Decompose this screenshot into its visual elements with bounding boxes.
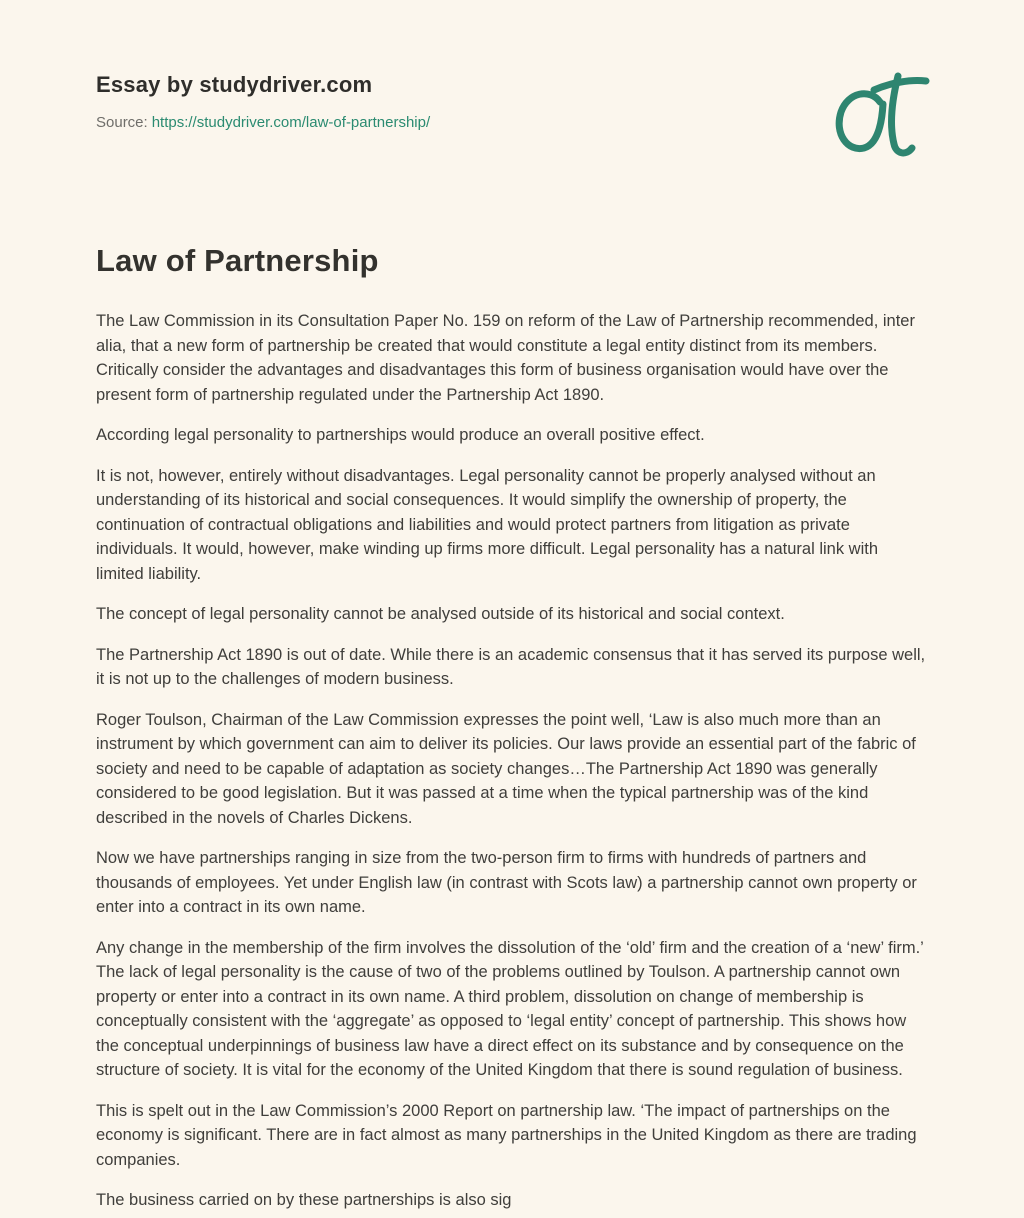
studydriver-logo-icon — [828, 70, 932, 164]
paragraph: The business carried on by these partnerships is also sig — [96, 1191, 512, 1209]
source-line — [96, 114, 928, 131]
paragraph: This is spelt out in the Law Commission’s 2000 Report on partnership law. ‘The impact of partnerships on the economy is significant. There are in fact almost as many partnerships in the United Kingdom as there are trading companies. — [96, 1101, 917, 1169]
paragraph: According legal personality to partnerships would produce an overall positive effect. — [96, 426, 705, 444]
article-body — [96, 309, 928, 1213]
byline: Essay by studydriver.com — [96, 72, 373, 97]
paragraph: The Partnership Act 1890 is out of date. While there is an academic consensus that it has served its purpose well, it is not up to the challenges of modern business. — [96, 645, 926, 688]
source-link[interactable]: https://studydriver.com/law-of-partnership/ — [151, 114, 431, 131]
paragraph: Any change in the membership of the firm involves the dissolution of the ‘old’ firm and the creation of a ‘new’ firm.’ The lack of legal personality is the cause of two of the problems outlined by Toulson. A partnership cannot own property or enter into a contract in its own name. A third problem, dissolution on change of membership is conceptually consistent with the ‘aggregate’ as opposed to ‘legal entity’ concept of partnership. This shows how the conceptual underpinnings of business law have a direct effect on its substance and by consequence on the structure of society. It is vital for the economy of the United Kingdom that there is sound regulation of business. — [96, 938, 924, 1079]
paragraph: It is not, however, entirely without disadvantages. Legal personality cannot be properly analysed without an understanding of its historical and social consequences. It would simplify the ownership of property, the continuation of contractual obligations and liabilities and would protect partners from litigation as private individuals. It would, however, make winding up firms more difficult. Legal personality has a natural link with limited liability. — [96, 466, 879, 583]
page-title: Law of Partnership — [96, 243, 379, 278]
source-label: Source: — [96, 114, 148, 131]
page-header — [96, 72, 928, 131]
paragraph: The concept of legal personality cannot be analysed outside of its historical and social context. — [96, 605, 785, 623]
paragraph: Roger Toulson, Chairman of the Law Commission expresses the point well, ‘Law is also much more than an instrument by which government can aim to deliver its policies. Our laws provide an essential part of the fabric of society and need to be capable of adaptation as society changes…The Partnership Act 1890 was generally considered to be good legislation. But it was passed at a time when the typical partnership was of the kind described in the novels of Charles Dickens. — [96, 710, 916, 827]
paragraph: Now we have partnerships ranging in size from the two-person firm to firms with hundreds of partners and thousands of employees. Yet under English law (in contrast with Scots law) a partnership cannot own property or enter into a contract in its own name. — [96, 849, 917, 916]
article — [96, 243, 928, 1213]
paragraph: The Law Commission in its Consultation Paper No. 159 on reform of the Law of Partnership recommended, inter alia, that a new form of partnership be created that would constitute a legal entity distinct from its members. Critically consider the advantages and disadvantages this form of business organisation would have over the present form of partnership regulated under the Partnership Act 1890. — [96, 312, 915, 404]
